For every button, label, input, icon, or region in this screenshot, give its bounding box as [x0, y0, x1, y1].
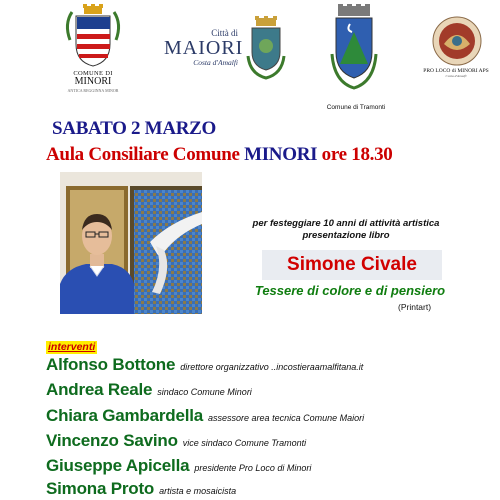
event-venue: [46, 144, 393, 166]
presentation-intro-line2: presentazione libro: [302, 230, 390, 241]
speaker-role: presidente Pro Loco di Minori: [194, 463, 312, 473]
minori-logo-line3: ANTICA REGGINNA MINOR: [67, 88, 119, 93]
book-title: Tessere di colore e di pensiero: [254, 283, 446, 298]
speaker-row: [46, 431, 306, 451]
speaker-row: [46, 355, 363, 375]
author-name: Simone Civale: [287, 254, 417, 275]
proloco-logo-label: [416, 68, 496, 78]
tramonti-coat-of-arms-icon: [328, 4, 380, 94]
event-date: [52, 118, 216, 140]
speaker-name: Chiara Gambardella: [46, 406, 204, 425]
proloco-logo-line2: Costa d'Amalfi: [445, 74, 467, 78]
author-photo: [60, 172, 202, 314]
presentation-intro-line1: per festeggiare 10 anni di attività artistica: [252, 218, 440, 229]
book-publisher: (Printart): [398, 302, 432, 312]
minori-shield-icon: [62, 4, 124, 70]
event-venue-hall: Aula Consiliare Comune: [46, 144, 245, 165]
minori-coat-of-arms: [62, 4, 124, 93]
speaker-row: [46, 380, 252, 400]
maiori-logo-name: MAIORI: [164, 37, 244, 59]
proloco-seal-icon: [432, 16, 482, 66]
speaker-name: Giuseppe Apicella: [46, 456, 190, 475]
interventi-label: interventi: [48, 341, 96, 353]
speaker-name: Simona Proto: [46, 479, 155, 498]
speaker-role: assessore area tecnica Comune Maiori: [208, 413, 365, 423]
event-date-day: 2: [131, 118, 141, 139]
maiori-crest-icon: [244, 16, 288, 82]
speaker-row: [46, 406, 364, 426]
speaker-name: Alfonso Bottone: [46, 355, 176, 374]
maiori-logo-costa: Costa d'Amalfi: [193, 58, 238, 67]
speaker-role: direttore organizzativo ..incostieraamalfitana.it: [180, 362, 364, 372]
speaker-row: [46, 479, 236, 499]
minori-logo-line2: MINORI: [74, 76, 112, 87]
maiori-logo-text: [164, 28, 242, 67]
speaker-role: sindaco Comune Minori: [157, 387, 252, 397]
presentation-intro: [246, 218, 446, 242]
event-venue-time: ore 18.30: [317, 144, 393, 165]
minori-logo-line1: COMUNE DI: [73, 70, 113, 77]
speaker-name: Vincenzo Savino: [46, 431, 178, 450]
event-venue-town: MINORI: [244, 144, 318, 165]
speaker-role: vice sindaco Comune Tramonti: [182, 438, 307, 448]
speaker-row: [46, 456, 311, 476]
event-date-month: MARZO: [140, 118, 217, 139]
speaker-role: artista e mosaicista: [159, 486, 237, 496]
proloco-logo-line1: PRO LOCO di MINORI APS: [423, 68, 489, 74]
speaker-name: Andrea Reale: [46, 380, 153, 399]
event-date-prefix: SABATO: [52, 118, 132, 139]
tramonti-logo-label: Comune di Tramonti: [326, 104, 386, 111]
maiori-logo-citta: Città di: [211, 28, 238, 38]
